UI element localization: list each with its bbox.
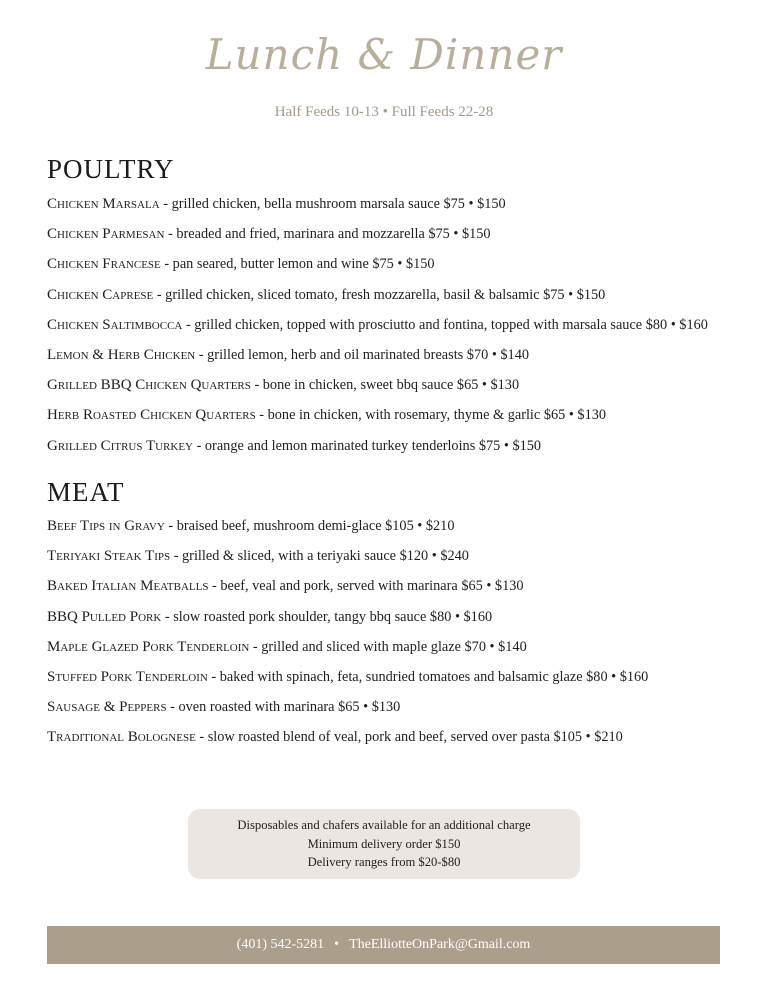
item-name: Baked Italian Meatballs [47,578,209,595]
meat-list [47,515,747,757]
item-name: Stuffed Pork Tenderloin [47,668,208,685]
item-description: - grilled chicken, sliced tomato, fresh mozzarella, basil & balsamic $75 • $150 [153,286,606,303]
item-description: - oven roasted with marinara $65 • $130 [166,699,401,716]
item-name: Traditional Bolognese [47,729,196,746]
phone-number[interactable]: (401) 542-5281 [236,937,325,952]
menu-item [47,696,747,726]
menu-item [47,223,747,253]
menu-item [47,515,747,545]
menu-item [47,253,747,283]
item-name: BBQ Pulled Pork [47,608,162,625]
item-description: - slow roasted pork shoulder, tangy bbq sauce $80 • $160 [161,608,493,625]
menu-item [47,435,747,465]
item-name: Lemon & Herb Chicken [47,346,196,363]
item-description: - braised beef, mushroom demi-glace $105 • $210 [164,518,455,534]
item-description: - breaded and fried, marinara and mozzarella $75 • $150 [164,226,491,243]
meat-heading: MEAT [47,477,125,507]
item-name: Chicken Francese [47,256,161,273]
menu-item [47,545,747,575]
item-description: - bone in chicken, with rosemary, thyme & garlic $65 • $130 [255,407,607,424]
item-description: - grilled chicken, bella mushroom marsala sauce $75 • $150 [159,196,506,212]
notice-disposables: Disposables and chafers available for an additional charge [237,818,531,832]
menu-item [47,606,747,636]
item-description: - pan seared, butter lemon and wine $75 • $150 [160,256,435,273]
menu-item [47,404,747,434]
item-description: - beef, veal and pork, served with marinara $65 • $130 [208,578,524,595]
item-name: Sausage & Peppers [47,699,167,716]
item-description: - bone in chicken, sweet bbq sauce $65 • $130 [250,377,520,394]
menu-item [47,344,747,374]
item-description: - grilled chicken, topped with prosciutto and fontina, topped with marsala sauce $80 • $160 [182,316,708,333]
item-description: - grilled and sliced with maple glaze $70 • $140 [249,638,527,655]
menu-item [47,575,747,605]
item-description: - grilled & sliced, with a teriyaki sauce $120 • $240 [170,548,469,565]
item-name: Chicken Caprese [47,286,154,303]
item-description: - grilled lemon, herb and oil marinated breasts $70 • $140 [195,346,529,363]
item-name: Grilled BBQ Chicken Quarters [47,377,251,394]
footer-separator: • [334,937,340,952]
item-name: Maple Glazed Pork Tenderloin [47,638,250,655]
item-description: - orange and lemon marinated turkey tenderloins $75 • $150 [193,437,542,454]
menu-item [47,314,747,344]
delivery-notice [188,809,580,879]
menu-title: Lunch & Dinner [205,30,563,79]
poultry-heading: POULTRY [47,154,175,184]
email-link[interactable]: TheElliotteOnPark@Gmail.com [349,937,531,952]
item-description: - slow roasted blend of veal, pork and beef, served over pasta $105 • $210 [195,729,623,746]
menu-item [47,636,747,666]
item-name: Grilled Citrus Turkey [47,437,193,454]
item-name: Chicken Marsala [47,196,160,212]
item-name: Chicken Parmesan [47,226,165,243]
menu-item [47,726,747,756]
item-description: - baked with spinach, feta, sundried tomatoes and balsamic glaze $80 • $160 [207,668,649,685]
item-name: Chicken Saltimbocca [47,316,183,333]
item-name: Teriyaki Steak Tips [47,548,171,565]
notice-minimum-order: Minimum delivery order $150 [307,836,461,851]
contact-footer [47,926,720,964]
menu-item [47,666,747,696]
menu-item [47,284,747,314]
menu-item [47,193,747,223]
menu-item [47,374,747,404]
item-name: Herb Roasted Chicken Quarters [47,407,256,424]
poultry-list [47,193,747,465]
notice-delivery-range: Delivery ranges from $20-$80 [307,855,461,869]
item-name: Beef Tips in Gravy [47,518,165,534]
menu-subtitle: Half Feeds 10-13 • Full Feeds 22-28 [274,104,494,120]
